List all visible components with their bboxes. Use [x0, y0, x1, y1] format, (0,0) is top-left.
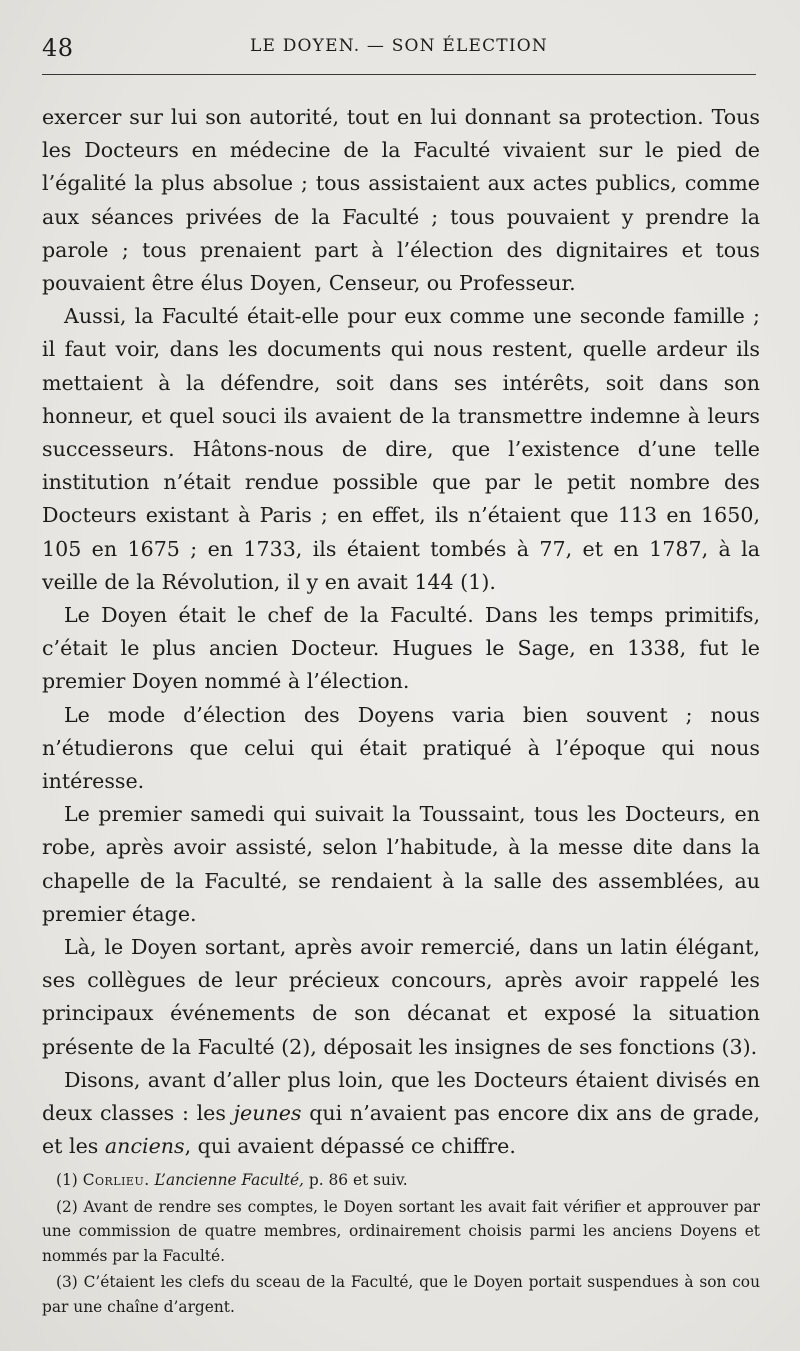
paragraph-7-text-c: qui n’avaient pas encore dix ans de grade, et les — [42, 1101, 760, 1159]
running-title: LE DOYEN. — SON ÉLECTION — [250, 36, 548, 56]
footnote-3: (3) C’étaient les clefs du sceau de la Faculté, que le Doyen portait suspendues à son cou par une chaîne d’argent. — [42, 1273, 760, 1316]
paragraph-7 — [42, 1064, 760, 1164]
footnotes — [42, 1168, 760, 1322]
paragraph-2: Aussi, la Faculté était-elle pour eux comme une seconde famille ; il faut voir, dans les documents qui nous restent, quelle ardeur ils mettaient à la défendre, soit dans ses intérêts, soit dans son honneur, et quel souci ils avaient de la transmettre indemne à leurs successeurs. Hâtons-nous de dire, que l’existence d’une telle institution n’était rendue possible que par le petit nombre des Docteurs existant à Paris ; en effet, ils n’étaient que 113 en 1650, 105 en 1675 ; en 1733, ils étaient tombés à 77, et en 1787, à la veille de la Révolution, il y en avait 144 (1). — [42, 304, 760, 594]
footnote-1-number: (1) — [56, 1171, 83, 1189]
italic-term-anciens: anciens — [104, 1134, 185, 1159]
footnote-1-author: Corlieu. — [82, 1171, 150, 1189]
paragraph-7-text-e: , qui avaient dépassé ce chiffre. — [184, 1134, 516, 1159]
paragraph-7-text-a: Disons, avant d’aller plus loin, que les Docteurs étaient divisés en deux classes : les — [42, 1067, 760, 1126]
header-rule — [42, 74, 756, 75]
page-number: 48 — [42, 34, 74, 62]
footnote-2: (2) Avant de rendre ses comptes, le Doyen sortant les avait fait vérifier et approuver par une commission de quatre membres, ordinairement choisis parmi les anciens Doyens et nommés par la Faculté. — [42, 1197, 760, 1265]
footnote-1-rest: p. 86 et suiv. — [303, 1171, 408, 1189]
italic-term-jeunes: jeunes — [233, 1101, 302, 1126]
paragraph-5: Le premier samedi qui suivait la Toussaint, tous les Docteurs, en robe, après avoir assisté, selon l’habitude, à la messe dite dans la chapelle de la Faculté, se rendaient à la salle des assemblées, au premier étage. — [42, 802, 760, 926]
paragraph-6: Là, le Doyen sortant, après avoir remercié, dans un latin élégant, ses collègues de leur précieux concours, après avoir rappelé les principaux événements de son décanat et exposé la situation présente de la Faculté (2), déposait les insignes de ses fonctions (3). — [42, 935, 760, 1059]
paragraph-3: Le Doyen était le chef de la Faculté. Dans les temps primitifs, c’était le plus ancien Docteur. Hugues le Sage, en 1338, fut le premier Doyen nommé à l’élection. — [42, 603, 760, 694]
body-text — [42, 101, 760, 1164]
footnote-1 — [42, 1168, 760, 1193]
footnote-1-title: L’ancienne Faculté, — [149, 1171, 304, 1189]
paragraph-4: Le mode d’élection des Doyens varia bien souvent ; nous n’étudierons que celui qui était pratiqué à l’époque qui nous intéresse. — [42, 702, 760, 794]
paragraph-1: exercer sur lui son autorité, tout en lui donnant sa protection. Tous les Docteurs en médecine de la Faculté vivaient sur le pied de l’égalité la plus absolue ; tous assistaient aux actes publics, comme aux séances privées de la Faculté ; tous pouvaient y prendre la parole ; tous prenaient part à l’élection des dignitaires et tous pouvaient être élus Doyen, Censeur, ou Professeur. — [42, 105, 760, 296]
running-head — [42, 30, 760, 64]
